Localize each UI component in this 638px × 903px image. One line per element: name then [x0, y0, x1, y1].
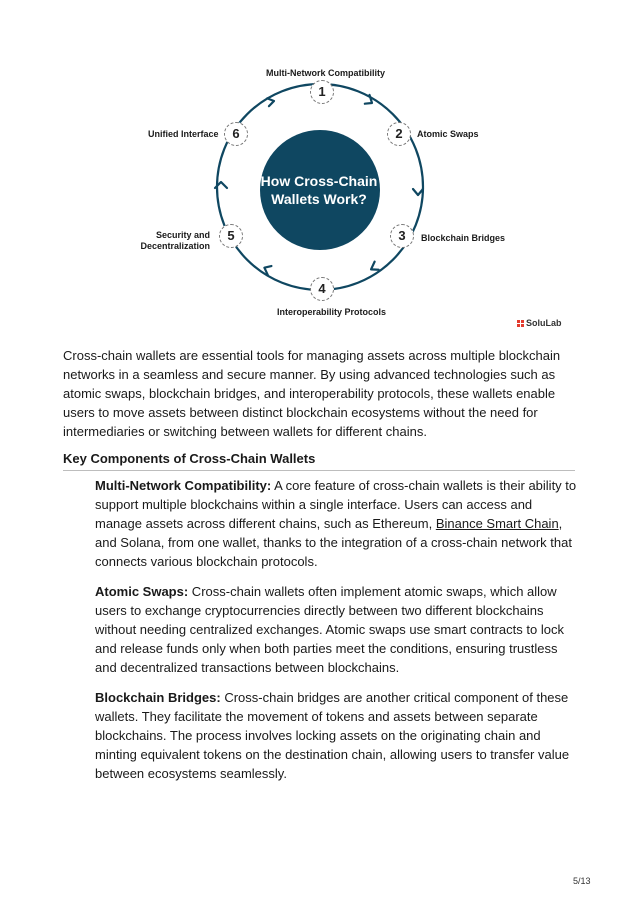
component-text: A core feature of cross-chain wallets is their ability to support multiple blockchains within a single interface. Users can access and manage assets across different chains, such as Ethereum,	[95, 478, 577, 531]
step-node-2: 2	[387, 122, 411, 146]
step-node-1: 1	[310, 80, 334, 104]
step-label-4: Interoperability Protocols	[277, 307, 387, 317]
component-blockchain-bridges	[95, 688, 577, 783]
cross-chain-diagram	[0, 0, 638, 340]
component-title: Multi-Network Compatibility:	[95, 478, 272, 493]
step-label-2: Atomic Swaps	[417, 129, 479, 139]
component-text: Cross-chain wallets often implement atomic swaps, which allow users to exchange cryptocurrencies directly between two different blockchains without needing centralized exchanges. Atomic swaps use smart contracts to lock and release funds only when both parties meet the conditions, ensuring trustless and decentralized transactions between blockchains.	[95, 584, 564, 675]
binance-smart-chain-link[interactable]: Binance Smart Chain	[435, 516, 559, 531]
brand-watermark	[517, 318, 562, 328]
step-node-6: 6	[224, 122, 248, 146]
component-atomic-swaps	[95, 582, 577, 677]
component-text: , and Solana, from one wallet, thanks to the integration of a cross-chain network that connects various blockchain protocols.	[95, 516, 572, 569]
step-label-1: Multi-Network Compatibility	[266, 68, 385, 78]
brand-name: SoluLab	[526, 318, 562, 328]
step-label-6: Unified Interface	[148, 129, 219, 139]
component-text: Cross-chain bridges are another critical component of these wallets. They facilitate the movement of tokens and assets between separate blockchains. The process involves locking assets on the originating chain and minting equivalent tokens on the destination chain, allowing users to transfer value between ecosystems seamlessly.	[95, 690, 570, 781]
step-label-5	[140, 230, 210, 252]
center-title	[259, 172, 379, 208]
component-title: Blockchain Bridges:	[95, 690, 221, 705]
step-label-3: Blockchain Bridges	[421, 233, 506, 243]
step-node-4: 4	[310, 277, 334, 301]
components-list	[95, 476, 577, 794]
arrow-head-icon	[413, 189, 423, 195]
arrow-head-icon	[267, 97, 275, 106]
page-number: 5/13	[573, 876, 591, 886]
arrow-head-icon	[369, 261, 379, 272]
component-multi-network	[95, 476, 577, 571]
step-node-5: 5	[219, 224, 243, 248]
arrow-head-icon	[365, 95, 375, 107]
step-label-5-line1: Security and	[155, 230, 210, 240]
center-title-line1: How Cross-Chain	[260, 173, 378, 189]
solulab-logo-icon	[517, 320, 524, 327]
center-title-line2: Wallets Work?	[271, 191, 367, 207]
step-label-5-line2: Decentralization	[140, 241, 210, 251]
intro-paragraph: Cross-chain wallets are essential tools for managing assets across multiple blockchain networks in a seamless and secure manner. By using advanced technologies such as atomic swaps, blockchain bridges, and interoperability protocols, these wallets enable users to move assets between distinct blockchain ecosystems without the need for intermediaries or switching between wallets for different chains.	[63, 348, 561, 439]
component-title: Atomic Swaps:	[95, 584, 189, 599]
step-node-3: 3	[390, 224, 414, 248]
section-heading: Key Components of Cross-Chain Wallets	[63, 450, 575, 471]
